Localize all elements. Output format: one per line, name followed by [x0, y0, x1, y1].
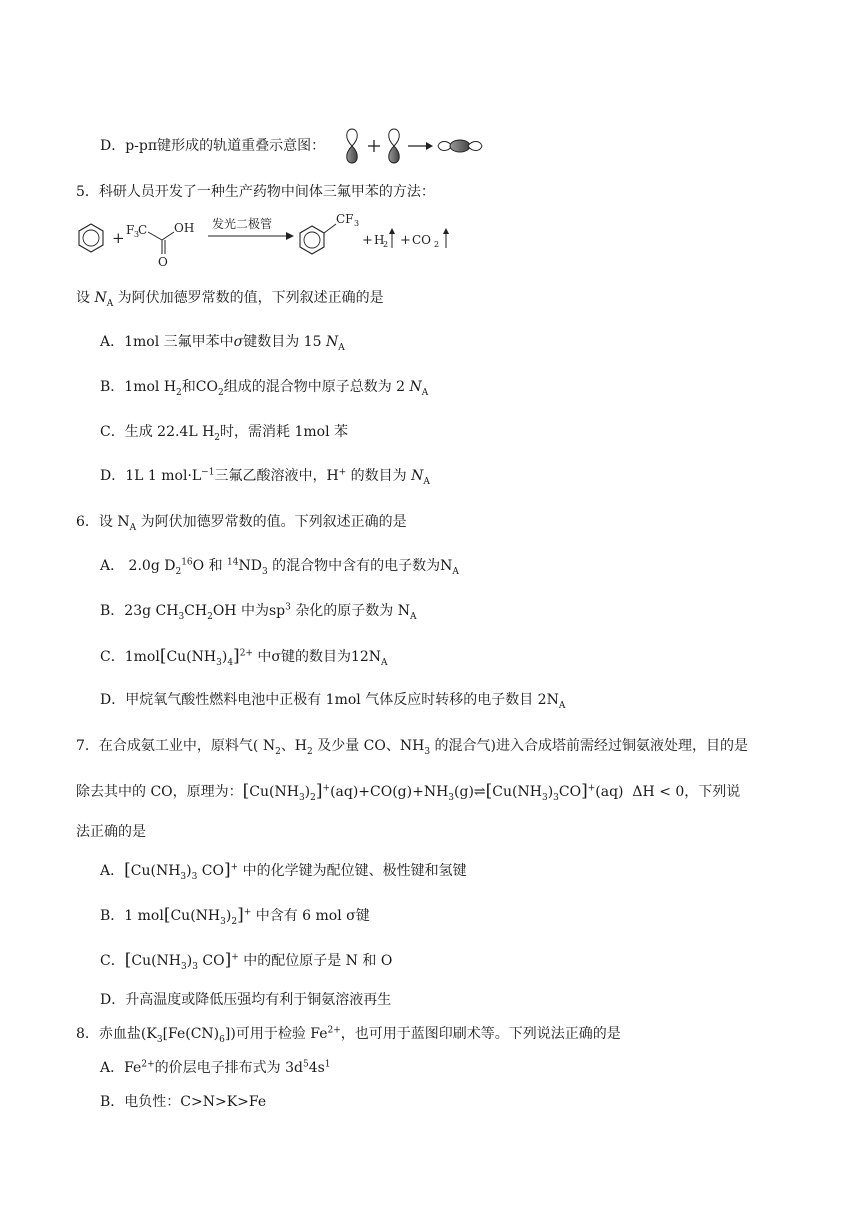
q6-option-a: A． 2.0g $D_2^{16}O$ 和 $^{14}ND_3$ 的混合物中含有的电子数为$N_A$	[100, 557, 459, 577]
q6-stem: 6．设 $N_A$ 为阿伏加德罗常数的值。下列叙述正确的是	[76, 514, 407, 533]
q5-option-c: C．生成 22.4L $H_2$时，需消耗 1mol 苯	[100, 424, 349, 443]
q6-option-d: D．甲烷氧气酸性燃料电池中正极有 1mol 气体反应时转移的电子数目 $2N_A$	[100, 692, 566, 711]
o-label: O	[158, 255, 168, 268]
svg-text:2: 2	[383, 240, 389, 249]
q7-stem-line3: 法正确的是	[76, 824, 146, 840]
svg-text:+: +	[112, 229, 125, 247]
q5-option-d: D．1L 1 $mol\cdot L^{-1}$三氟乙酸溶液中，H+ 的数目为 $N_A$	[100, 467, 430, 487]
q8-stem: 8．赤血盐$(K_3[Fe(CN)_6])$可用于检验 $Fe^{2+}$，也可用于蓝图印刷术等。下列说法正确的是	[76, 1025, 621, 1045]
q6-option-c: C．$1mol[Cu(NH_3)_4]^{2+}$ 中σ键的数目为$12N_A$	[100, 646, 388, 668]
f3c-label: F	[126, 223, 135, 237]
q8-option-b: B．电负性：C>N>K>Fe	[100, 1094, 267, 1110]
svg-text:+: +	[400, 233, 411, 248]
q7-option-b: B．1 $mol[Cu(NH_3)_2]^+$ 中含有 6 mol σ键	[100, 905, 370, 927]
arrow-label: 发光二极管	[212, 217, 273, 231]
svg-text:C: C	[138, 223, 148, 237]
q4-option-d: D．p-pπ键形成的轨道重叠示意图：	[100, 128, 484, 164]
q5-intro: 设 $N_A$ 为阿伏加德罗常数的值，下列叙述正确的是	[76, 290, 384, 309]
svg-text:3: 3	[134, 230, 140, 239]
q7-option-a: A．[$Cu(NH_3)_3$ CO]+ 中的化学键为配位键、极性键和氢键	[100, 860, 467, 882]
svg-text:H: H	[374, 233, 385, 247]
oh-label: OH	[174, 221, 195, 235]
svg-text:CO: CO	[412, 233, 432, 247]
cf3-label: CF	[336, 212, 354, 226]
q7-stem-line2: 除去其中的 CO，原理为：$[Cu(NH_3)_2]^+(aq)+CO(g)+NH_3(g)\rightleftharpoons[Cu(NH_3)_3CO]^+(aq) \Delta H < 0$，下列说	[76, 781, 741, 803]
svg-text:2: 2	[434, 240, 440, 249]
q5-option-a: A．1mol 三氟甲苯中σ键数目为 15 $N_A$	[100, 334, 345, 353]
q8-option-a: A．$Fe^{2+}$的价层电子排布式为 $3d^54s^1$	[100, 1059, 331, 1076]
q7-stem-line1: 7．在合成氨工业中，原料气( $N_2$、$H_2$ 及少量 CO、$NH_3$ 的混合气)进入合成塔前需经过铜氨液处理，目的是	[76, 738, 748, 757]
q6-option-b: B．23g $CH_3CH_2OH$ 中为$sp^3$ 杂化的原子数为 $N_A$	[100, 602, 417, 622]
q7-option-d: D．升高温度或降低压强均有利于铜氨溶液再生	[100, 992, 392, 1008]
reaction-scheme	[74, 208, 474, 268]
q7-option-c: C．[$Cu(NH_3)_3$ CO]+ 中的配位原子是 N 和 O	[100, 950, 393, 972]
svg-text:3: 3	[354, 219, 360, 228]
q5-stem: 5．科研人员开发了一种生产药物中间体三氟甲苯的方法：	[76, 184, 435, 200]
q5-option-b: B．1mol $H_2$和$CO_2$组成的混合物中原子总数为 2 $N_A$	[100, 379, 429, 398]
p-orbital-overlap-diagram	[334, 128, 484, 164]
svg-text:+: +	[362, 233, 373, 248]
